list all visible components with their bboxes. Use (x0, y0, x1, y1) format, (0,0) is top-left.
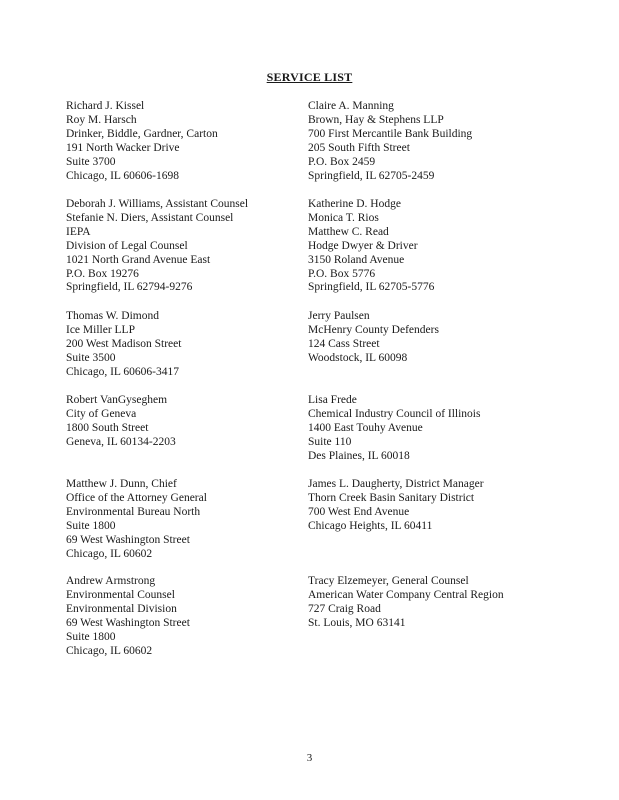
service-entry (308, 198, 434, 295)
entry-line: Geneva, IL 60134-2203 (66, 435, 176, 448)
entry-line: Andrew Armstrong (66, 575, 156, 587)
entry-line: Robert VanGyseghem (66, 394, 168, 406)
entry-line: Suite 3700 (66, 155, 116, 168)
entry-line: 200 West Madison Street (66, 337, 182, 350)
entry-line: Suite 3500 (66, 351, 116, 364)
service-entry (66, 198, 248, 295)
service-entry (66, 478, 207, 561)
entry-line: City of Geneva (66, 407, 137, 420)
entry-line: Environmental Counsel (66, 588, 175, 601)
entry-line: Richard J. Kissel (66, 100, 145, 112)
entry-line: 700 First Mercantile Bank Building (308, 127, 473, 140)
page-number: 3 (306, 752, 313, 764)
entry-line: IEPA (66, 225, 91, 238)
entry-line: Thomas W. Dimond (66, 310, 159, 322)
entry-line: Chicago, IL 60602 (66, 644, 153, 657)
service-entry (308, 100, 472, 183)
entry-line: Monica T. Rios (308, 211, 379, 224)
entry-line: 205 South Fifth Street (308, 141, 410, 154)
entry-line: St. Louis, MO 63141 (308, 616, 406, 629)
service-entry (308, 310, 439, 366)
entry-line: P.O. Box 2459 (308, 155, 376, 168)
entry-line: James L. Daugherty, District Manager (308, 478, 484, 490)
entry-line: Ice Miller LLP (66, 323, 135, 336)
entry-line: P.O. Box 19276 (66, 267, 139, 280)
service-entry (66, 100, 218, 183)
entry-line: Tracy Elzemeyer, General Counsel (308, 575, 469, 587)
entry-line: 1800 South Street (66, 421, 149, 434)
entry-line: 727 Craig Road (308, 602, 381, 615)
entry-line: 69 West Washington Street (66, 533, 190, 546)
entry-line: Drinker, Biddle, Gardner, Carton (66, 127, 218, 140)
entry-line: Office of the Attorney General (66, 491, 207, 504)
entry-line: Chicago, IL 60606-1698 (66, 169, 179, 182)
entry-line: Hodge Dwyer & Driver (308, 239, 418, 252)
entry-line: Thorn Creek Basin Sanitary District (308, 491, 475, 504)
entry-line: Des Plaines, IL 60018 (308, 449, 410, 462)
entry-line: Suite 1800 (66, 630, 116, 643)
service-entry (308, 394, 480, 464)
entry-line: Woodstock, IL 60098 (308, 351, 408, 364)
entry-line: Chicago, IL 60606-3417 (66, 365, 179, 378)
entry-line: American Water Company Central Region (308, 588, 504, 601)
entry-line: Deborah J. Williams, Assistant Counsel (66, 198, 249, 210)
entry-line: Environmental Bureau North (66, 505, 201, 518)
entry-line: Stefanie N. Diers, Assistant Counsel (66, 211, 234, 224)
entry-line: 191 North Wacker Drive (66, 141, 180, 154)
entry-line: Roy M. Harsch (66, 113, 137, 126)
entry-line: Springfield, IL 62705-2459 (308, 169, 435, 182)
entry-line: Matthew C. Read (308, 225, 389, 238)
entry-line: Brown, Hay & Stephens LLP (308, 113, 444, 126)
entry-line: Claire A. Manning (308, 100, 394, 112)
entry-line: Jerry Paulsen (308, 310, 370, 322)
service-entry (66, 575, 190, 658)
service-entry (308, 478, 484, 534)
service-entry (308, 575, 504, 631)
entry-line: Springfield, IL 62705-5776 (308, 281, 435, 294)
entry-line: Chicago Heights, IL 60411 (308, 519, 433, 532)
entry-line: Division of Legal Counsel (66, 239, 188, 252)
entry-line: P.O. Box 5776 (308, 267, 376, 280)
service-entry (66, 394, 176, 450)
entry-line: 69 West Washington Street (66, 616, 190, 629)
entry-line: Lisa Frede (308, 394, 357, 406)
entry-line: Chemical Industry Council of Illinois (308, 407, 481, 420)
entry-line: Suite 110 (308, 435, 352, 448)
entry-line: Katherine D. Hodge (308, 198, 401, 210)
entry-line: Suite 1800 (66, 519, 116, 532)
entry-line: 124 Cass Street (308, 337, 380, 350)
entry-line: 1400 East Touhy Avenue (308, 421, 423, 434)
entry-line: 700 West End Avenue (308, 505, 410, 518)
entry-line: Matthew J. Dunn, Chief (66, 478, 177, 490)
entry-line: Environmental Division (66, 602, 177, 615)
page-title: SERVICE LIST (266, 70, 353, 84)
entry-line: 1021 North Grand Avenue East (66, 253, 211, 266)
service-entry (66, 310, 181, 380)
entry-line: Chicago, IL 60602 (66, 547, 153, 560)
entry-line: Springfield, IL 62794-9276 (66, 281, 193, 294)
entry-line: McHenry County Defenders (308, 323, 439, 336)
entry-line: 3150 Roland Avenue (308, 253, 405, 266)
